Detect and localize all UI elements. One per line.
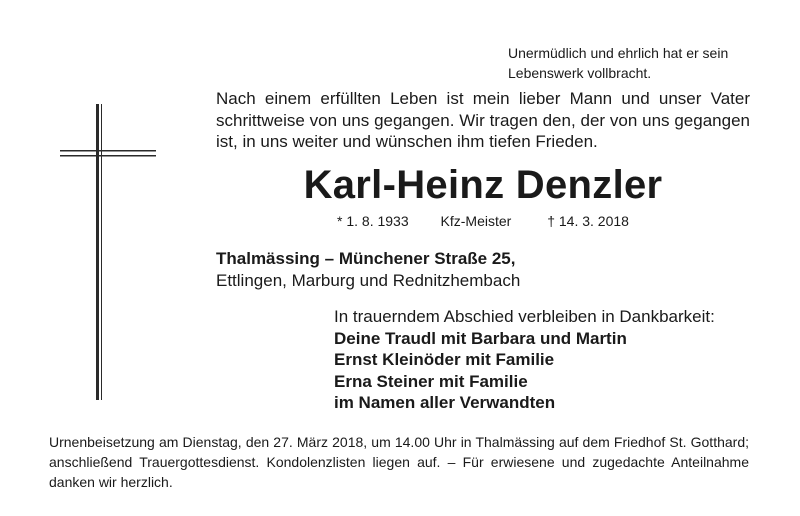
cross-horizontal-beam-lower bbox=[60, 155, 156, 157]
mourner-name: im Namen aller Verwandten bbox=[334, 393, 556, 412]
life-dates bbox=[216, 213, 750, 229]
cross-vertical-beam bbox=[96, 104, 99, 400]
funeral-info: Urnenbeisetzung am Dienstag, den 27. März 2018, um 14.00 Uhr in Thalmässing auf dem Friedhof St. Gotthard; anschließend Trauergottesdienst. Kondolenzlisten liegen auf. – Für erwiesene und zugedachte Anteilnahme danken wir herzlich. bbox=[49, 434, 749, 490]
motto-quote bbox=[508, 43, 778, 83]
intro-text: Nach einem erfüllten Leben ist mein lieber Mann und unser Vater schrittweise von uns gegangen. Wir tragen den, der von uns gegangen ist, in uns weiter und wünschen ihm tiefen Frieden. bbox=[216, 89, 750, 151]
death-date: † 14. 3. 2018 bbox=[547, 213, 629, 229]
motto-line-1: Unermüdlich und ehrlich hat er sein bbox=[508, 45, 729, 61]
cross-icon bbox=[58, 104, 158, 400]
mourner-name: Ernst Kleinöder mit Familie bbox=[334, 350, 555, 369]
birth-date: * 1. 8. 1933 bbox=[337, 213, 409, 229]
mourner-name: Erna Steiner mit Familie bbox=[334, 371, 528, 391]
mourners-intro: In trauerndem Abschied verbleiben in Dankbarkeit: bbox=[334, 307, 715, 326]
occupation: Kfz-Meister bbox=[440, 213, 512, 229]
motto-line-2: Lebenswerk vollbracht. bbox=[508, 65, 652, 81]
mourner-name: Deine Traudl mit Barbara und Martin bbox=[334, 328, 627, 348]
address-line: Thalmässing – Münchener Straße 25, bbox=[216, 249, 516, 268]
cross-horizontal-beam bbox=[60, 150, 156, 152]
cross-vertical-beam-inner bbox=[101, 104, 102, 400]
deceased-name: Karl-Heinz Denzler bbox=[303, 163, 663, 207]
mourners-block bbox=[334, 306, 764, 414]
places-line: Ettlingen, Marburg und Rednitzhembach bbox=[216, 271, 521, 290]
